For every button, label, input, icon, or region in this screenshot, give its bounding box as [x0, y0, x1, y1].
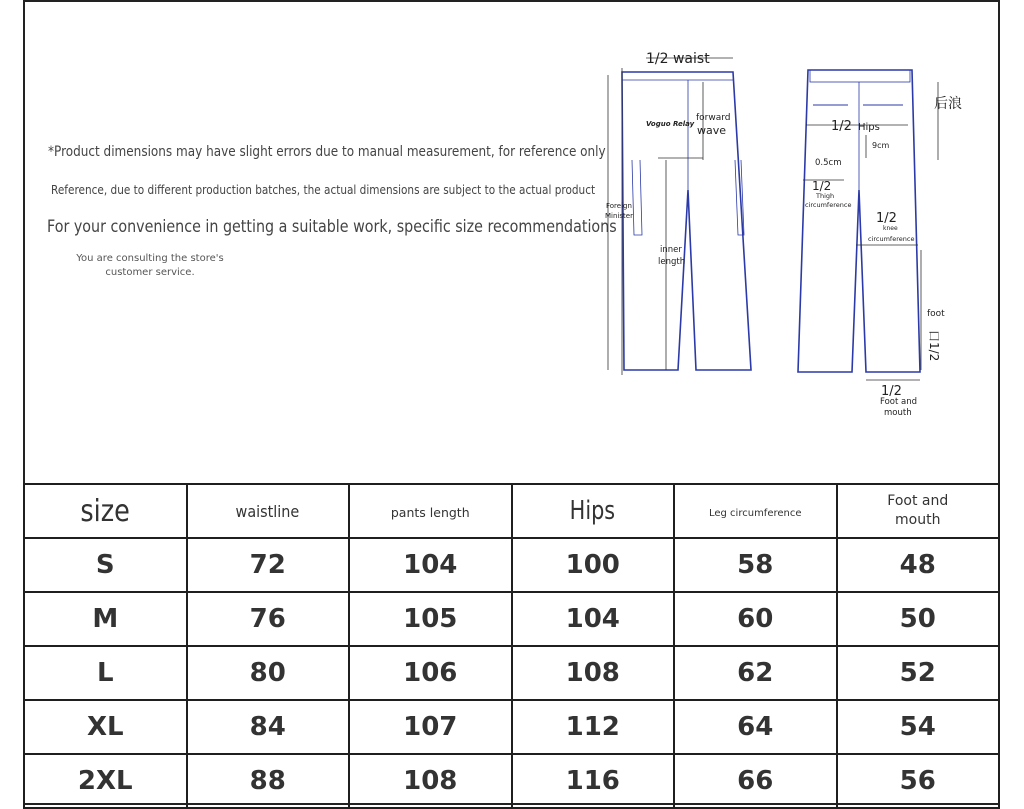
label-bottom-half: 1/2	[881, 384, 902, 399]
cell-length: 106	[349, 646, 512, 700]
cell-foot: 56	[837, 754, 1000, 808]
table-row	[24, 538, 999, 592]
table-row	[24, 754, 999, 808]
cell-waist: 76	[187, 592, 350, 646]
cell-leg: 66	[674, 754, 837, 808]
label-9cm: 9cm	[872, 141, 890, 150]
cell-size: S	[24, 538, 187, 592]
cell-hips: 116	[512, 754, 675, 808]
label-outer-minister: Minister	[605, 212, 633, 220]
header-hips: Hips	[512, 484, 675, 538]
cell-leg: 60	[674, 592, 837, 646]
cell-length: 108	[349, 754, 512, 808]
label-foot-and: Foot and	[880, 397, 918, 407]
cell-length: 105	[349, 592, 512, 646]
cell-size: 2XL	[24, 754, 187, 808]
cell-waist: 88	[187, 754, 350, 808]
label-thigh-half: 1/2	[812, 179, 832, 193]
cell-hips: 112	[512, 700, 675, 754]
label-wave: wave	[697, 124, 727, 137]
cell-size: M	[24, 592, 187, 646]
cell-hips: 104	[512, 592, 675, 646]
note-production-batches: Reference, due to different production batches, the actual dimensions are subject to the actual product	[51, 182, 596, 197]
note-measurement-error: *Product dimensions may have slight errors due to manual measurement, for reference only	[48, 144, 606, 160]
table-row	[24, 646, 999, 700]
label-inner: inner	[660, 245, 682, 255]
label-05cm: 0.5cm	[815, 158, 842, 168]
label-back-wave: 后浪	[934, 96, 962, 112]
header-pants-length: pants length	[349, 484, 512, 538]
cell-length: 107	[349, 700, 512, 754]
cell-hips: 108	[512, 646, 675, 700]
cell-foot: 48	[837, 538, 1000, 592]
label-brand: Voguo Relay	[646, 120, 695, 128]
cell-leg: 62	[674, 646, 837, 700]
label-knee-circumference: circumference	[868, 235, 915, 243]
size-table	[23, 483, 1000, 809]
header-waistline: waistline	[187, 484, 350, 538]
header-leg-circumference: Leg circumference	[674, 484, 837, 538]
note-size-recommendation: For your convenience in getting a suitable work, specific size recommendations	[47, 217, 617, 237]
cell-size: L	[24, 646, 187, 700]
label-length: length	[658, 257, 686, 267]
label-hips: Hips	[858, 122, 880, 133]
cell-waist: 80	[187, 646, 350, 700]
label-foot: foot	[927, 309, 945, 319]
cell-foot: 54	[837, 700, 1000, 754]
cell-hips: 100	[512, 538, 675, 592]
cell-length: 104	[349, 538, 512, 592]
cell-waist: 72	[187, 538, 350, 592]
label-knee-half: 1/2	[876, 211, 897, 226]
label-mouth: mouth	[884, 408, 912, 418]
back-pants-outline	[798, 70, 920, 372]
cell-size: XL	[24, 700, 187, 754]
table-row	[24, 700, 999, 754]
header-foot-and-mouth: Foot and mouth	[837, 484, 1000, 538]
label-knee: knee	[883, 225, 898, 232]
label-foot-half-vertical: 口1/2	[927, 330, 941, 362]
label-outer-foreign: Foreign	[606, 202, 632, 210]
label-thigh-circumference: circumference	[805, 201, 852, 209]
pants-diagram-svg	[598, 40, 962, 430]
cell-foot: 50	[837, 592, 1000, 646]
cell-foot: 52	[837, 646, 1000, 700]
label-half-waist: 1/2 waist	[646, 51, 710, 67]
note-customer-service: You are consulting the store's customer service.	[76, 253, 224, 278]
pants-measurement-diagram	[598, 40, 962, 430]
front-pants-outline	[622, 72, 751, 370]
cell-leg: 58	[674, 538, 837, 592]
label-forward: forward	[696, 113, 731, 123]
label-thigh: Thigh	[816, 192, 835, 200]
cell-waist: 84	[187, 700, 350, 754]
table-header-row	[24, 484, 999, 538]
table-row	[24, 592, 999, 646]
cell-leg: 64	[674, 700, 837, 754]
label-hips-half: 1/2	[831, 119, 852, 134]
header-size: size	[24, 484, 187, 538]
